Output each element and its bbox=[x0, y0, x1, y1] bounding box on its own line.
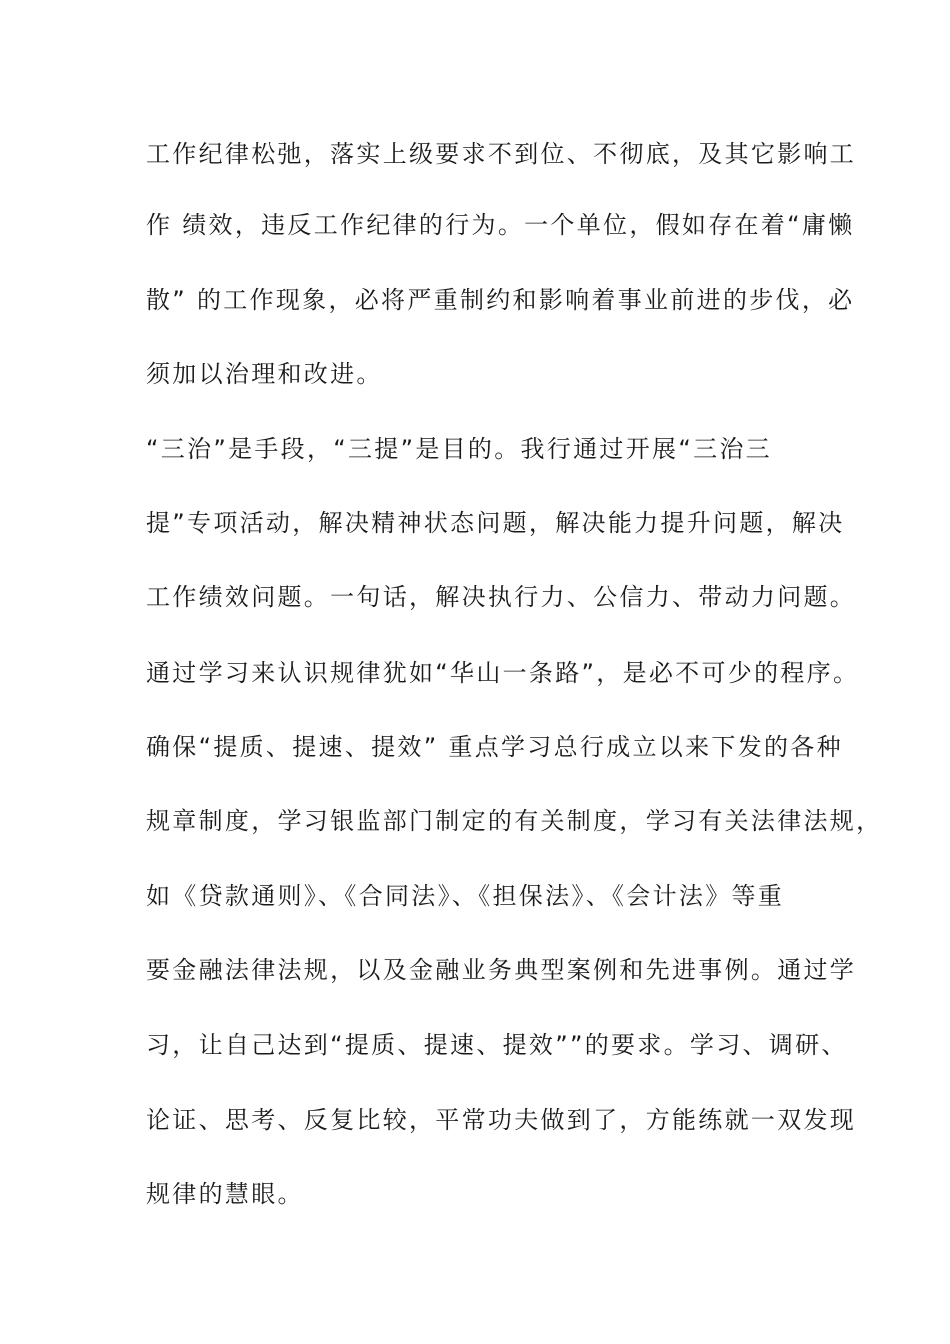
text-line-9: 确保“提质、提速、提效” 重点学习总行成立以来下发的各种 bbox=[146, 733, 843, 761]
text-line-4: 须加以治理和改进。 bbox=[146, 360, 383, 388]
text-line-14: 论证、思考、反复比较，平常功夫做到了，方能练就一双发现 bbox=[146, 1106, 857, 1134]
text-line-12: 要金融法律法规，以及金融业务典型案例和先进事例。通过学 bbox=[146, 956, 857, 984]
text-line-2: 作 绩效，违反工作纪律的行为。一个单位，假如存在着“庸懒 bbox=[146, 211, 855, 239]
text-line-1: 工作纪律松弛，落实上级要求不到位、不彻底，及其它影响工 bbox=[146, 140, 857, 168]
text-line-8: 通过学习来认识规律犹如“华山一条路”，是必不可少的程序。 bbox=[146, 659, 860, 687]
text-line-15: 规律的慧眼。 bbox=[146, 1180, 304, 1208]
text-line-11: 如《贷款通则》、《合同法》、《担保法》、《会计法》等重 bbox=[146, 882, 785, 910]
text-line-5: “三治”是手段，“三提”是目的。我行通过开展“三治三 bbox=[146, 435, 772, 463]
text-line-10: 规章制度，学习银监部门制定的有关制度，学习有关法律法规， bbox=[146, 807, 883, 835]
text-line-6: 提”专项活动，解决精神状态问题，解决能力提升问题，解决 bbox=[146, 509, 845, 537]
text-line-7: 工作绩效问题。一句话，解决执行力、公信力、带动力问题。 bbox=[146, 583, 857, 611]
text-line-3: 散” 的工作现象，必将严重制约和影响着事业前进的步伐，必 bbox=[146, 286, 855, 314]
text-line-13: 习，让自己达到“提质、提速、提效””的要求。学习、调研、 bbox=[146, 1031, 848, 1059]
